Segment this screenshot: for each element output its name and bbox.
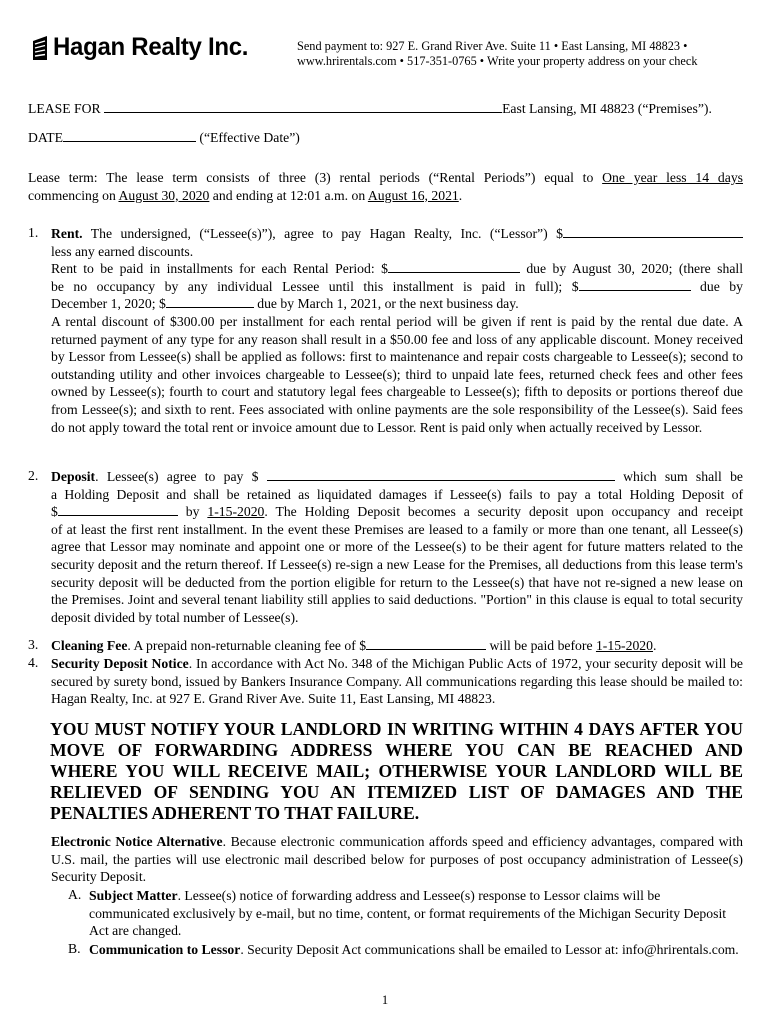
rent-text: due by March 1, 2021, or the next business day. bbox=[253, 296, 519, 312]
cleaning-number: 3. bbox=[28, 637, 39, 652]
header-line-2: www.hrirentals.com • 517-351-0765 • Write your property address on your check bbox=[297, 54, 698, 68]
premises-address-field[interactable] bbox=[104, 100, 502, 113]
cleaning-text: will be paid before bbox=[486, 638, 596, 653]
cleaning-text: . A prepaid non-returnable cleaning fee of $ bbox=[127, 638, 367, 653]
electronic-title: Electronic Notice Alternative bbox=[51, 834, 223, 849]
cleaning-text: . bbox=[652, 638, 657, 653]
term-length: One year less 14 days bbox=[602, 170, 743, 185]
notice-title: Security Deposit Notice bbox=[51, 656, 189, 671]
notice-number: 4. bbox=[28, 655, 39, 670]
communication-title: Communication to Lessor bbox=[89, 942, 241, 957]
lease-for-tail: East Lansing, MI 48823 (“Premises”). bbox=[502, 101, 712, 116]
term-text: Lease term: The lease term consists of three (3) rental periods (“Rental Periods”) equal to bbox=[28, 170, 603, 185]
rent-title: Rent. bbox=[51, 226, 83, 241]
effective-date-field[interactable] bbox=[63, 129, 196, 142]
deposit-section bbox=[51, 468, 743, 626]
deposit-text: . The Holding Deposit becomes a security deposit upon occupancy and receipt bbox=[264, 504, 744, 520]
lease-for-line bbox=[28, 100, 712, 117]
installment-1-field[interactable] bbox=[388, 260, 520, 273]
page-number: 1 bbox=[381, 993, 389, 1007]
deposit-text: $ bbox=[51, 504, 58, 520]
rent-text: due by bbox=[690, 278, 743, 294]
electronic-notice bbox=[51, 833, 743, 886]
rent-text: December 1, 2020; $ bbox=[51, 296, 166, 312]
deposit-title: Deposit bbox=[51, 469, 96, 484]
cleaning-section bbox=[51, 637, 743, 655]
rent-text: The undersigned, (“Lessee(s)”), agree to pay Hagan Realty, Inc. (“Lessor”) $ bbox=[82, 226, 563, 241]
date-line bbox=[28, 129, 300, 146]
company-name: Hagan Realty Inc. bbox=[53, 33, 249, 61]
rent-text: due by August 30, 2020; (there shall bbox=[519, 261, 744, 277]
warning-line: MOVE OF FORWARDING ADDRESS WHERE YOU CAN BE REACHED AND bbox=[50, 740, 743, 760]
rent-text: be no occupancy by any individual Lessee until this installment is paid in full); $ bbox=[51, 278, 579, 294]
rent-section bbox=[51, 225, 743, 436]
rent-text: Rent to be paid in installments for each Rental Period: $ bbox=[51, 261, 388, 277]
term-start-date: August 30, 2020 bbox=[118, 187, 210, 203]
rent-text: less any earned discounts. bbox=[51, 243, 194, 259]
deposit-due-date: 1-15-2020 bbox=[207, 504, 265, 520]
warning-line: WHERE YOU WILL RECEIVE MAIL; OTHERWISE YOUR LANDLORD WILL BE bbox=[50, 761, 743, 781]
company-logo bbox=[30, 33, 256, 62]
date-label: DATE bbox=[28, 130, 63, 145]
communication-text: . Security Deposit Act communications shall be emailed to Lessor at: info@hrirentals.com. bbox=[240, 942, 739, 957]
term-text: commencing on bbox=[28, 187, 119, 203]
warning-line: RELIEVED OF SENDING YOU AN ITEMIZED LIST OF DAMAGES AND THE bbox=[50, 782, 743, 802]
total-rent-field[interactable] bbox=[563, 225, 743, 238]
lease-term bbox=[28, 169, 743, 204]
communication-item bbox=[89, 941, 743, 959]
cleaning-fee-field[interactable] bbox=[366, 637, 486, 650]
rent-paragraph: A rental discount of $300.00 per installment for each rental period will be given if rent is paid by the rental due date. A returned payment of any type for any reason shall result in a $50.00 fee and loss of any applicable discount. Money received by Lessor from Lessee(s) shall be applied as follows: first to maintenance and repair costs chargeable to Lessee(s); second to outstanding utility and other invoices chargeable to Lessee(s); third to unpaid late fees, returned check fees and other fees owned by Lessee(s); fourth to court and statutory legal fees chargeable to Lessee(s); fifth to deposits or portions thereof due from Lessee(s); and sixth to rent. Fees associated with online payments are the sole responsibility of the Lessee(s). Said fees do not apply toward the total rent or invoice amount due to Lessor. Rent is paid only when actually received by Lessor. bbox=[51, 313, 743, 435]
notice-section bbox=[51, 655, 743, 708]
subject-matter-label: A. bbox=[68, 887, 82, 902]
forwarding-address-warning bbox=[50, 719, 743, 824]
notice-paragraph: . In accordance with Act No. 348 of the Michigan Public Acts of 1972, your security deposit will be secured by surety bond, issued by Bankers Insurance Company. All communications regarding this lease should be mailed to: Hagan Realty, Inc. at 927 E. Grand River Ave. Suite 11, East Lansing, MI 48823. bbox=[51, 656, 743, 707]
subject-matter-item bbox=[89, 887, 743, 940]
warning-line: YOU MUST NOTIFY YOUR LANDLORD IN WRITING WITHIN 4 DAYS AFTER YOU bbox=[50, 719, 743, 739]
installment-3-field[interactable] bbox=[166, 295, 254, 308]
deposit-paragraph: of at least the first rent installment. In the event these Premises are leased to a family or more than one tenant, all Lessee(s) agree that Lessor may nominate and appoint one or more of the Lessee(s) to be their agent for future matters related to the security deposit and the return thereof. If Lessee(s) re-sign a new Lease for the Premises, all deductions from this lease term's security deposit will be deducted from the portion eligible for return to the Lessee(s) that have not re-signed a new lease on the Premises. Joint and several tenant liability still applies to said deductions. "Portion" in this clause is equal to total security deposit divided by total number of Lessee(s). bbox=[51, 521, 743, 625]
cleaning-due-date: 1-15-2020 bbox=[595, 638, 653, 653]
subject-matter-text: . Lessee(s) notice of forwarding address and Lessee(s) response to Lessor claims will be communicated exclusively by e-mail, but no time, content, or format requirements of the Michigan Security Deposit Act are changed. bbox=[89, 888, 727, 939]
deposit-text: . Lessee(s) agree to pay $ bbox=[95, 469, 267, 484]
communication-label: B. bbox=[68, 941, 81, 956]
holding-deposit-field[interactable] bbox=[58, 503, 178, 516]
deposit-text: a Holding Deposit and shall be retained as liquidated damages if Lessee(s) fails to pay a total Holding Deposit of bbox=[51, 486, 743, 502]
deposit-text: which sum shall be bbox=[614, 469, 743, 484]
header-line-1: Send payment to: 927 E. Grand River Ave. Suite 11 • East Lansing, MI 48823 • bbox=[297, 39, 688, 53]
term-text: and ending at 12:01 a.m. on bbox=[209, 187, 368, 203]
lease-for-label: LEASE FOR bbox=[28, 101, 101, 116]
cleaning-title: Cleaning Fee bbox=[51, 638, 128, 653]
date-tail: (“Effective Date”) bbox=[195, 130, 300, 145]
deposit-amount-field[interactable] bbox=[267, 468, 615, 481]
payment-header bbox=[297, 39, 698, 69]
term-end-date: August 16, 2021 bbox=[367, 187, 459, 203]
rent-number: 1. bbox=[28, 225, 39, 240]
electronic-paragraph: . Because electronic communication affords speed and efficiency advantages, compared with U.S. mail, the parties will use electronic mail described below for purposes of post occupancy administration of Lessee(s) Security Deposit. bbox=[51, 834, 743, 885]
warning-line: PENALTIES ADHERENT TO THAT FAILURE. bbox=[50, 803, 420, 823]
deposit-number: 2. bbox=[28, 468, 39, 483]
term-text: . bbox=[458, 187, 463, 203]
installment-2-field[interactable] bbox=[579, 278, 691, 291]
deposit-text: by bbox=[177, 504, 208, 520]
building-logo-icon bbox=[30, 35, 50, 61]
subject-matter-title: Subject Matter bbox=[89, 888, 178, 903]
